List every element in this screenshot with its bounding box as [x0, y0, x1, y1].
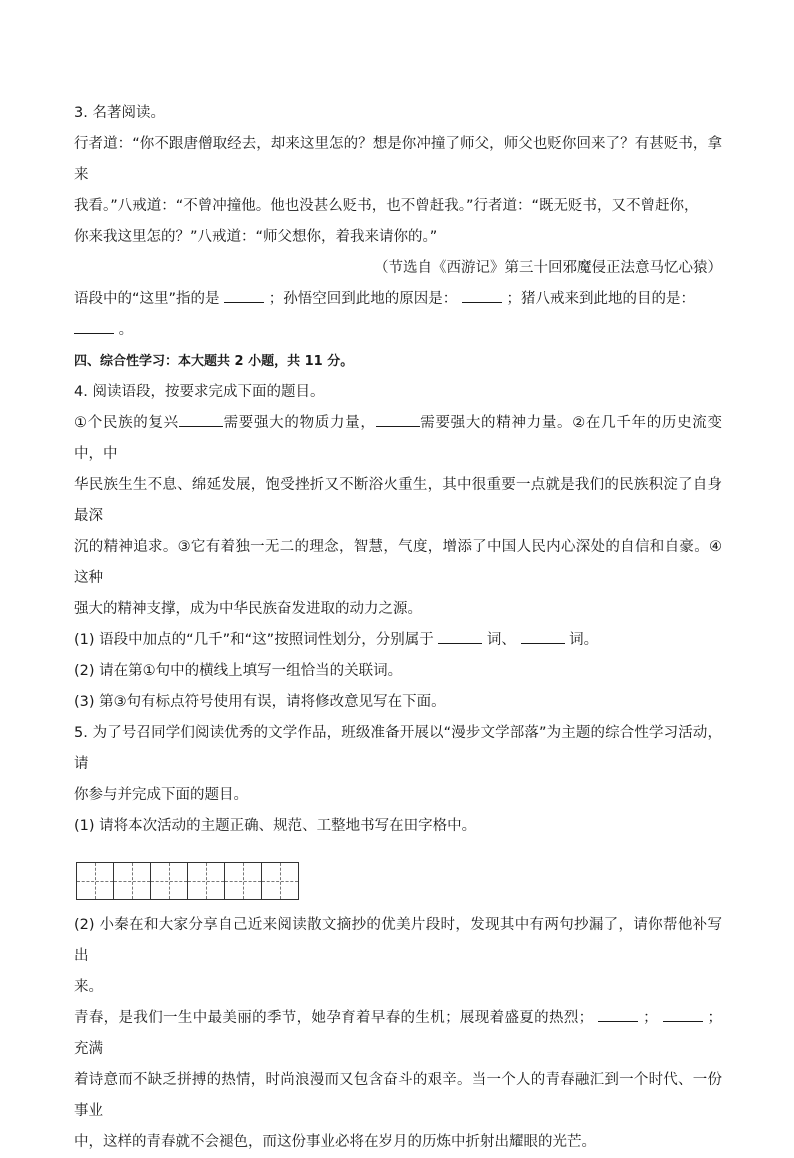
- grid-cell[interactable]: [113, 862, 151, 900]
- tianzige-grid[interactable]: [76, 862, 722, 900]
- section-heading: 四、综合性学习：本大题共 2 小题，共 11 分。: [74, 354, 354, 369]
- q5-sub2: (2) 小秦在和大家分享自己近来阅读散文摘抄的优美片段时，发现其中有两句抄漏了，请你帮他补写出: [74, 917, 722, 964]
- q3-question-cont: [74, 315, 722, 346]
- q3-question: [74, 284, 722, 315]
- answer-blank[interactable]: [376, 412, 420, 427]
- q5-paragraph-line: 中，这样的青春就不会褪色，而这份事业必将在岁月的历炼中折射出耀眼的光芒。: [74, 1134, 596, 1150]
- answer-blank[interactable]: [462, 288, 502, 303]
- q4-title: 4. 阅读语段，按要求完成下面的题目。: [74, 384, 325, 400]
- q3-ask-c: ；猪八戒来到此地的目的是：: [506, 291, 695, 307]
- q5-para-b: ；: [643, 1010, 658, 1026]
- grid-guide-vertical: [280, 863, 281, 899]
- q3-ask-b: ；孙悟空回到此地的原因是：: [268, 291, 458, 307]
- grid-guide-vertical: [169, 863, 170, 899]
- answer-blank[interactable]: [438, 629, 482, 644]
- grid-cell[interactable]: [261, 862, 299, 900]
- q5-sub1: (1) 请将本次活动的主题正确、规范、工整地书写在田字格中。: [74, 818, 477, 834]
- q4-sub1-c: 词。: [569, 632, 599, 648]
- grid-guide-vertical: [132, 863, 133, 899]
- q3-passage-line: 行者道：“你不跟唐僧取经去，却来这里怎的？想是你冲撞了师父，师父也贬你回来了？有甚贬书，拿来: [74, 136, 722, 183]
- answer-blank[interactable]: [521, 629, 565, 644]
- grid-guide-vertical: [206, 863, 207, 899]
- q5-sub2-cont: 来。: [74, 979, 103, 995]
- q5-paragraph-line: 着诗意而不缺乏拼搏的热情，时尚浪漫而又包含奋斗的艰辛。当一个人的青春融汇到一个时代、一份事业: [74, 1072, 722, 1119]
- q5-title-cont: 你参与并完成下面的题目。: [74, 787, 248, 803]
- grid-cell[interactable]: [224, 862, 262, 900]
- q3-passage-line: 我看。”八戒道：“不曾冲撞他。他也没甚么贬书，也不曾赶我。”行者道：“既无贬书，又不曾赶你，: [74, 198, 699, 214]
- answer-blank[interactable]: [663, 1007, 703, 1022]
- grid-guide-vertical: [243, 863, 244, 899]
- q4-sub3: (3) 第③句有标点符号使用有误，请将修改意见写在下面。: [74, 694, 446, 710]
- q3-ask-end: 。: [118, 322, 134, 338]
- q4-sub1-a: (1) 语段中加点的“几千”和“这”按照词性划分，分别属于: [74, 632, 434, 648]
- q4-l1-a: ①个民族的复兴: [74, 415, 179, 431]
- grid-guide-vertical: [95, 863, 96, 899]
- q4-l1-c: 需要强大的精神力量。②在几千年的历史流变中，中: [74, 415, 723, 462]
- answer-blank[interactable]: [74, 319, 114, 334]
- grid-cell[interactable]: [150, 862, 188, 900]
- q4-sub2: (2) 请在第①句中的横线上填写一组恰当的关联词。: [74, 663, 403, 679]
- document-content: [74, 98, 722, 1158]
- q5-title: 5. 为了号召同学们阅读优秀的文学作品，班级准备开展以“漫步文学部落”为主题的综合性学习活动，请: [74, 725, 722, 772]
- q4-passage-line: 沉的精神追求。③它有着独一无二的理念，智慧，气度，增添了中国人民内心深处的自信和自豪。④这种: [74, 539, 722, 586]
- answer-blank[interactable]: [179, 412, 223, 427]
- q5-para-c: ；充满: [74, 1010, 722, 1057]
- grid-cell[interactable]: [76, 862, 114, 900]
- q3-source: （节选自《西游记》第三十回邪魔侵正法意马忆心猿）: [374, 260, 722, 276]
- q4-sub1: [74, 625, 722, 656]
- grid-cell[interactable]: [187, 862, 225, 900]
- q4-passage-line: 华民族生生不息、绵延发展，饱受挫折又不断浴火重生，其中很重要一点就是我们的民族积淀了自身最深: [74, 477, 722, 524]
- q5-paragraph-line: [74, 1003, 722, 1065]
- q4-l1-b: 需要强大的物质力量，: [222, 415, 376, 431]
- q4-passage-line: [74, 408, 722, 470]
- q3-passage-line: 你来我这里怎的？”八戒道：“师父想你，着我来请你的。”: [74, 229, 438, 245]
- q3-title: 3. 名著阅读。: [74, 105, 165, 121]
- q4-passage-line: 强大的精神支撑，成为中华民族奋发进取的动力之源。: [74, 601, 422, 617]
- q5-para-a: 青春，是我们一生中最美丽的季节，她孕育着早春的生机；展现着盛夏的热烈；: [74, 1010, 594, 1026]
- answer-blank[interactable]: [224, 288, 264, 303]
- q3-ask-a: 语段中的“这里”指的是: [74, 291, 220, 307]
- q4-sub1-b: 词、: [486, 632, 516, 648]
- answer-blank[interactable]: [598, 1007, 638, 1022]
